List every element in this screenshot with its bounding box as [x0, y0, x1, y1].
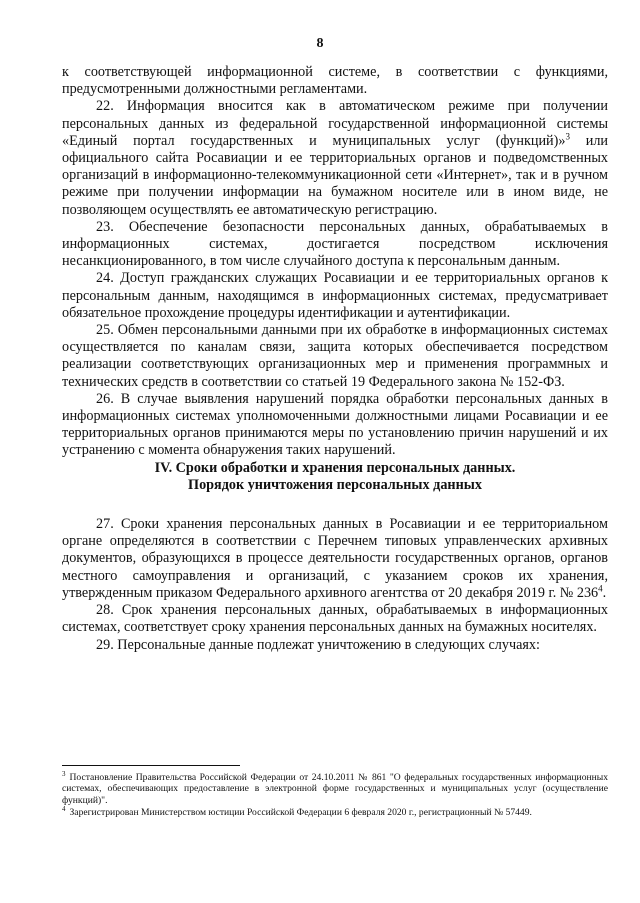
paragraph-22 [62, 98, 608, 218]
page-number: 8 [316, 36, 324, 51]
footnote-ref-4: 4 [598, 583, 603, 594]
paragraph-27-text: 27. Сроки хранения персональных данных в Росавиации и ее территориальном органе определяются в соответствии с Перечнем типовых управленческих архивных документов, образующихся в процессе деятельности государственных органов, органов местного самоуправления и организаций, с указанием сроков их хранения, утвержденным приказом Федерального архивного агентства от 20 декабря 2019 г. № 236 [62, 516, 608, 601]
paragraph-24: 24. Доступ гражданских служащих Росавиации и ее территориальных органов к персональным данным, находящимся в информационных системах, предусматривает обязательное прохождение процедуры идентификации и аутентификации. [62, 270, 608, 321]
paragraph-23: 23. Обеспечение безопасности персональных данных, обрабатываемых в информационных системах, достигается посредством исключения несанкционированного, в том числе случайного доступа к персональным данным. [62, 218, 608, 270]
section-heading-line-1: IV. Сроки обработки и хранения персональных данных. [154, 459, 516, 476]
footnote-separator [62, 765, 240, 766]
paragraph-26: 26. В случае выявления нарушений порядка обработки персональных данных в информационных системах уполномоченными должностными лицами Росавиации и ее территориальных органов принимаются меры по установлению причин нарушений и их устранению с момента обнаружения таких нарушений. [62, 390, 608, 459]
paragraph-29: 29. Персональные данные подлежат уничтожению в следующих случаях: [96, 636, 540, 653]
section-heading [62, 460, 608, 494]
section-heading-line-2: Порядок уничтожения персональных данных [188, 476, 482, 493]
paragraph-27 [62, 516, 608, 602]
footnote-4 [62, 807, 608, 818]
paragraph-28: 28. Срок хранения персональных данных, обрабатываемых в информационных системах, соответствует сроку хранения персональных данных на бумажных носителях. [62, 602, 608, 636]
paragraph-continuation: к соответствующей информационной системе, в соответствии с функциями, предусмотренными должностными регламентами. [62, 64, 608, 98]
footnote-mark: 4 [62, 805, 66, 814]
document-body [62, 64, 608, 654]
paragraph-22-text: 22. Информация вносится как в автоматическом режиме при получении персональных данных из федеральной государственной информационной системы «Единый портал государственных и муниципальных услуг (функций)» [62, 98, 608, 149]
footnote-mark: 3 [62, 769, 66, 778]
footnote-text: Постановление Правительства Российской Федерации от 24.10.2011 № 861 "О федеральных государственных информационных системах, обеспечивающих предоставление в электронной форме государственных и муниципальных услуг (осуществление функций)". [62, 772, 608, 806]
footnote-ref-3: 3 [565, 131, 570, 142]
paragraph-25: 25. Обмен персональными данными при их обработке в информационных системах осуществляется по каналам связи, защита которых обеспечивается посредством реализации соответствующих организационных мер и применения программных и технических средств в соответствии со статьей 19 Федерального закона № 152-ФЗ. [62, 322, 608, 390]
footnotes [62, 769, 608, 820]
paragraph-27-text-cont: . [602, 584, 607, 601]
footnote-3 [62, 769, 608, 806]
footnote-text: Зарегистрирован Министерством юстиции Российской Федерации 6 февраля 2020 г., регистрационный № 57449. [69, 807, 532, 819]
paragraph-22-text-cont: или официального сайта Росавиации и ее территориальных органов и подведомственных организаций в информационно-телекоммуникационной сети «Интернет», так и в ручном режиме при получении информации на бумажном носителе или в ином виде, не позволяющем осуществлять ее автоматическую регистрацию. [62, 132, 609, 218]
